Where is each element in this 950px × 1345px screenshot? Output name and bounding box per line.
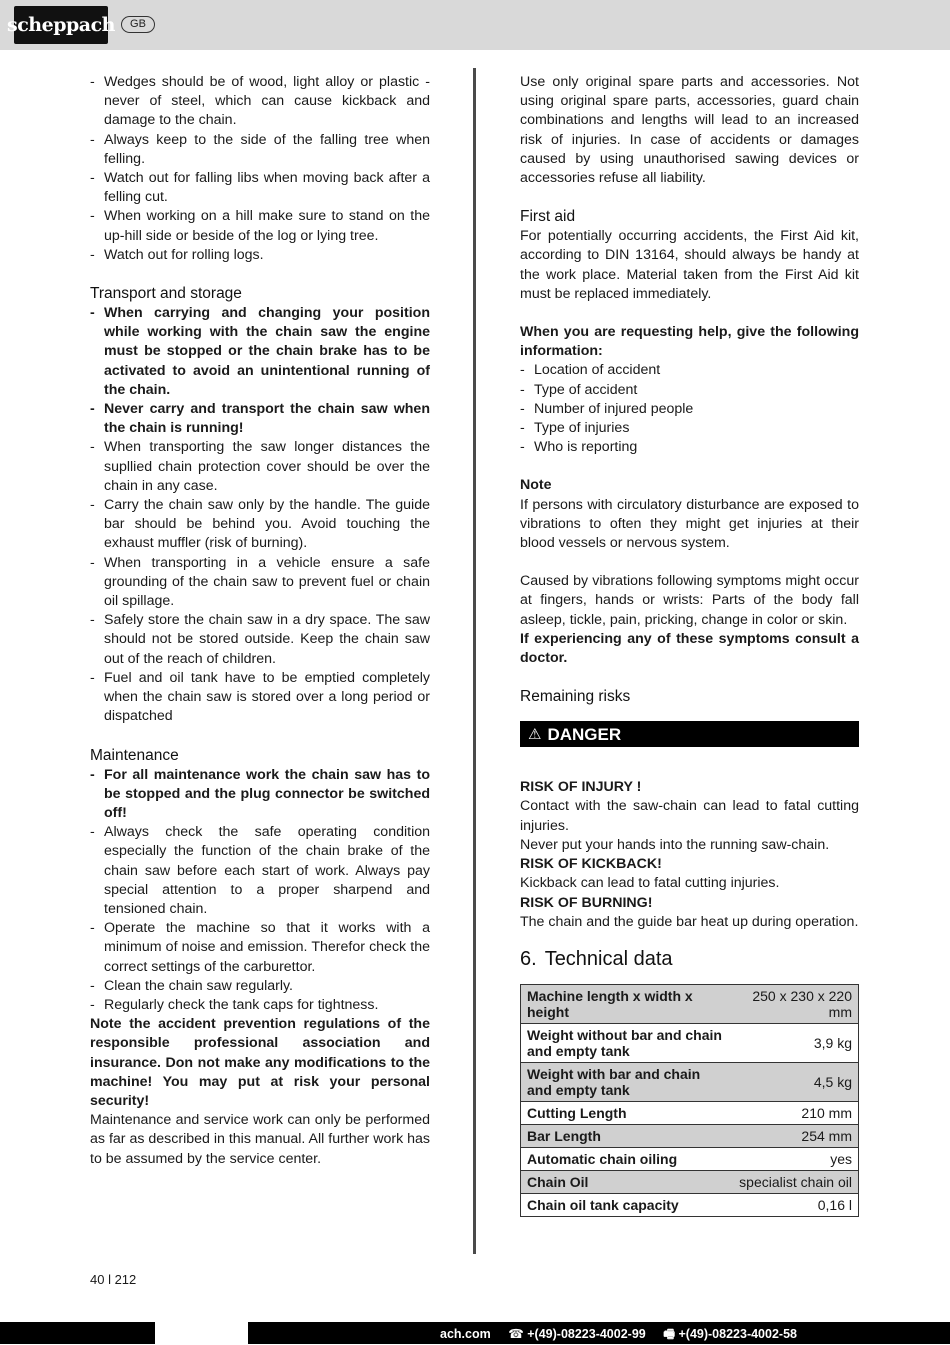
- request-help-text: When you are requesting help, give the following information:: [520, 324, 859, 360]
- service-note: Maintenance and service work can only be performed as far as described in this manual. All further work has to be assumed by the service center.: [90, 1112, 430, 1167]
- list-item: - Type of accident: [520, 381, 859, 400]
- table-value: 4,5 kg: [731, 1062, 859, 1101]
- table-key: Cutting Length: [521, 1101, 731, 1124]
- page-footer: [0, 1322, 950, 1344]
- technical-data-heading: [520, 946, 859, 972]
- list-item: - Carry the chain saw only by the handle. The guide bar should be behind you. Avoid touching the exhaust muffler (risk of burning).: [90, 496, 430, 554]
- note-heading: Note: [520, 477, 552, 494]
- risk-injury-text-1: Contact with the saw-chain can lead to fatal cutting injuries.: [520, 798, 859, 834]
- felling-list: [90, 73, 430, 265]
- footer-gap: [155, 1322, 248, 1344]
- risk-kickback-title: RISK OF KICKBACK!: [520, 856, 662, 873]
- table-key: Machine length x width x height: [521, 984, 731, 1023]
- list-item: - Always keep to the side of the falling tree when felling.: [90, 131, 430, 169]
- table-key: Chain oil tank capacity: [521, 1193, 731, 1216]
- page-header: [0, 0, 950, 50]
- risk-burning-title: RISK OF BURNING!: [520, 894, 653, 911]
- section-number: 6.: [520, 947, 537, 970]
- list-item: - When transporting in a vehicle ensure a safe grounding of the chain saw to prevent fuel or chain oil spillage.: [90, 554, 430, 612]
- risk-injury-text-2: Never put your hands into the running saw-chain.: [520, 836, 830, 853]
- brand-logo: [7, 6, 115, 44]
- list-item: - When carrying and changing your position while working with the chain saw the engine must be stopped or the chain brake has to be activated to avoid an unintentional running of the chain.: [90, 304, 430, 400]
- section-title: Technical data: [544, 947, 673, 970]
- risk-kickback-text: Kickback can lead to fatal cutting injuries.: [520, 875, 780, 892]
- transport-heading: Transport and storage: [90, 285, 242, 303]
- table-value: yes: [731, 1147, 859, 1170]
- list-item: - Number of injured people: [520, 400, 859, 419]
- remaining-risks-heading: Remaining risks: [520, 688, 631, 706]
- table-key: Weight with bar and chain and empty tank: [521, 1062, 731, 1101]
- list-item: - Clean the chain saw regularly.: [90, 977, 430, 996]
- first-aid-heading: First aid: [520, 208, 576, 226]
- list-item: - Operate the machine so that it works with a minimum of noise and emission. Therefor check the correct settings of the carburettor.: [90, 919, 430, 977]
- right-column: [520, 73, 859, 1217]
- table-key: Weight without bar and chain and empty tank: [521, 1023, 731, 1062]
- table-row: [521, 1101, 859, 1124]
- note-text-1: If persons with circulatory disturbance are exposed to vibrations to often they might get injuries at their blood vessels or nervous system.: [520, 496, 859, 552]
- table-row: [521, 1193, 859, 1216]
- list-item: - Wedges should be of wood, light alloy or plastic - never of steel, which can cause kickback and damage to the chain.: [90, 73, 430, 131]
- accident-prevention-note: Note the accident prevention regulations of the responsible professional association and insurance. Don not make any modifications to the machine! You may put at risk your personal security!: [90, 1016, 430, 1109]
- table-key: Chain Oil: [521, 1170, 731, 1193]
- table-value: 3,9 kg: [731, 1023, 859, 1062]
- brand-name: scheppach: [7, 14, 115, 36]
- maintenance-list: [90, 766, 430, 1016]
- list-item: - Type of injuries: [520, 419, 859, 438]
- footer-contact: [440, 1325, 811, 1345]
- fax-number: 🖷 +(49)-08223-4002-58: [663, 1327, 797, 1341]
- left-column: [90, 73, 430, 1169]
- column-divider: [473, 68, 476, 1254]
- note-text-2: Caused by vibrations following symptoms might occur at fingers, hands or wrists: Parts of the body fall asleep, tickle, pain, pricking, change in color or skin.: [520, 573, 859, 628]
- table-row: [521, 984, 859, 1023]
- table-row: [521, 1023, 859, 1062]
- list-item: - When working on a hill make sure to stand on the up-hill side or beside of the log or lying tree.: [90, 207, 430, 245]
- risk-injury-title: RISK OF INJURY !: [520, 779, 642, 796]
- risk-burning-text: The chain and the guide bar heat up during operation.: [520, 913, 859, 930]
- table-row: [521, 1062, 859, 1101]
- list-item: - When transporting the saw longer distances the supllied chain protection cover should be over the chain in any case.: [90, 438, 430, 496]
- list-item: - Watch out for rolling logs.: [90, 246, 430, 265]
- maintenance-heading: Maintenance: [90, 746, 179, 764]
- phone-number: ☎ +(49)-08223-4002-99: [508, 1327, 646, 1341]
- transport-list: [90, 304, 430, 726]
- table-value: 0,16 l: [731, 1193, 859, 1216]
- table-row: [521, 1170, 859, 1193]
- list-item: - Always check the safe operating condition especially the function of the chain brake of the chain saw before each start of work. Always pay special attention to a proper sharpend and tensioned chain.: [90, 823, 430, 919]
- list-item: - Watch out for falling libs when moving back after a felling cut.: [90, 169, 430, 207]
- table-key: Automatic chain oiling: [521, 1147, 731, 1170]
- list-item: - For all maintenance work the chain saw has to be stopped and the plug connector be switched off!: [90, 766, 430, 824]
- table-key: Bar Length: [521, 1124, 731, 1147]
- help-info-list: [520, 361, 859, 457]
- table-row: [521, 1147, 859, 1170]
- list-item: - Never carry and transport the chain saw when the chain is running!: [90, 400, 430, 438]
- table-row: [521, 1124, 859, 1147]
- list-item: - Who is reporting: [520, 438, 859, 457]
- spare-parts-text: Use only original spare parts and accessories. Not using original spare parts, accessories, guard chain combinations and lengths will lead to an increased risk of injuries. In case of accidents or damages caused by using unauthorised sawing devices or accessories refuse all liability.: [520, 74, 859, 187]
- website-link[interactable]: ach.com: [440, 1327, 491, 1341]
- first-aid-text: For potentially occurring accidents, the First Aid kit, according to DIN 13164, should always be handy at the work place. Material taken from the First Aid kit must be replaced immediately.: [520, 228, 859, 302]
- danger-label: DANGER: [547, 724, 622, 744]
- table-value: 250 x 230 x 220 mm: [731, 984, 859, 1023]
- technical-data-table: [520, 984, 859, 1217]
- list-item: - Fuel and oil tank have to be emptied completely when the chain saw is stored over a long period or dispatched: [90, 669, 430, 727]
- consult-doctor-text: If experiencing any of these symptoms consult a doctor.: [520, 630, 859, 667]
- table-value: 210 mm: [731, 1101, 859, 1124]
- list-item: - Regularly check the tank caps for tightness.: [90, 996, 430, 1015]
- table-value: 254 mm: [731, 1124, 859, 1147]
- list-item: - Safely store the chain saw in a dry space. The saw should not be stored outside. Keep the chain saw out of the reach of children.: [90, 611, 430, 669]
- list-item: - Location of accident: [520, 361, 859, 380]
- page-number: 40 l 212: [90, 1272, 137, 1287]
- warning-triangle-icon: ⚠: [528, 725, 542, 743]
- table-value: specialist chain oil: [731, 1170, 859, 1193]
- danger-banner: [520, 721, 859, 747]
- language-badge: GB: [121, 16, 155, 33]
